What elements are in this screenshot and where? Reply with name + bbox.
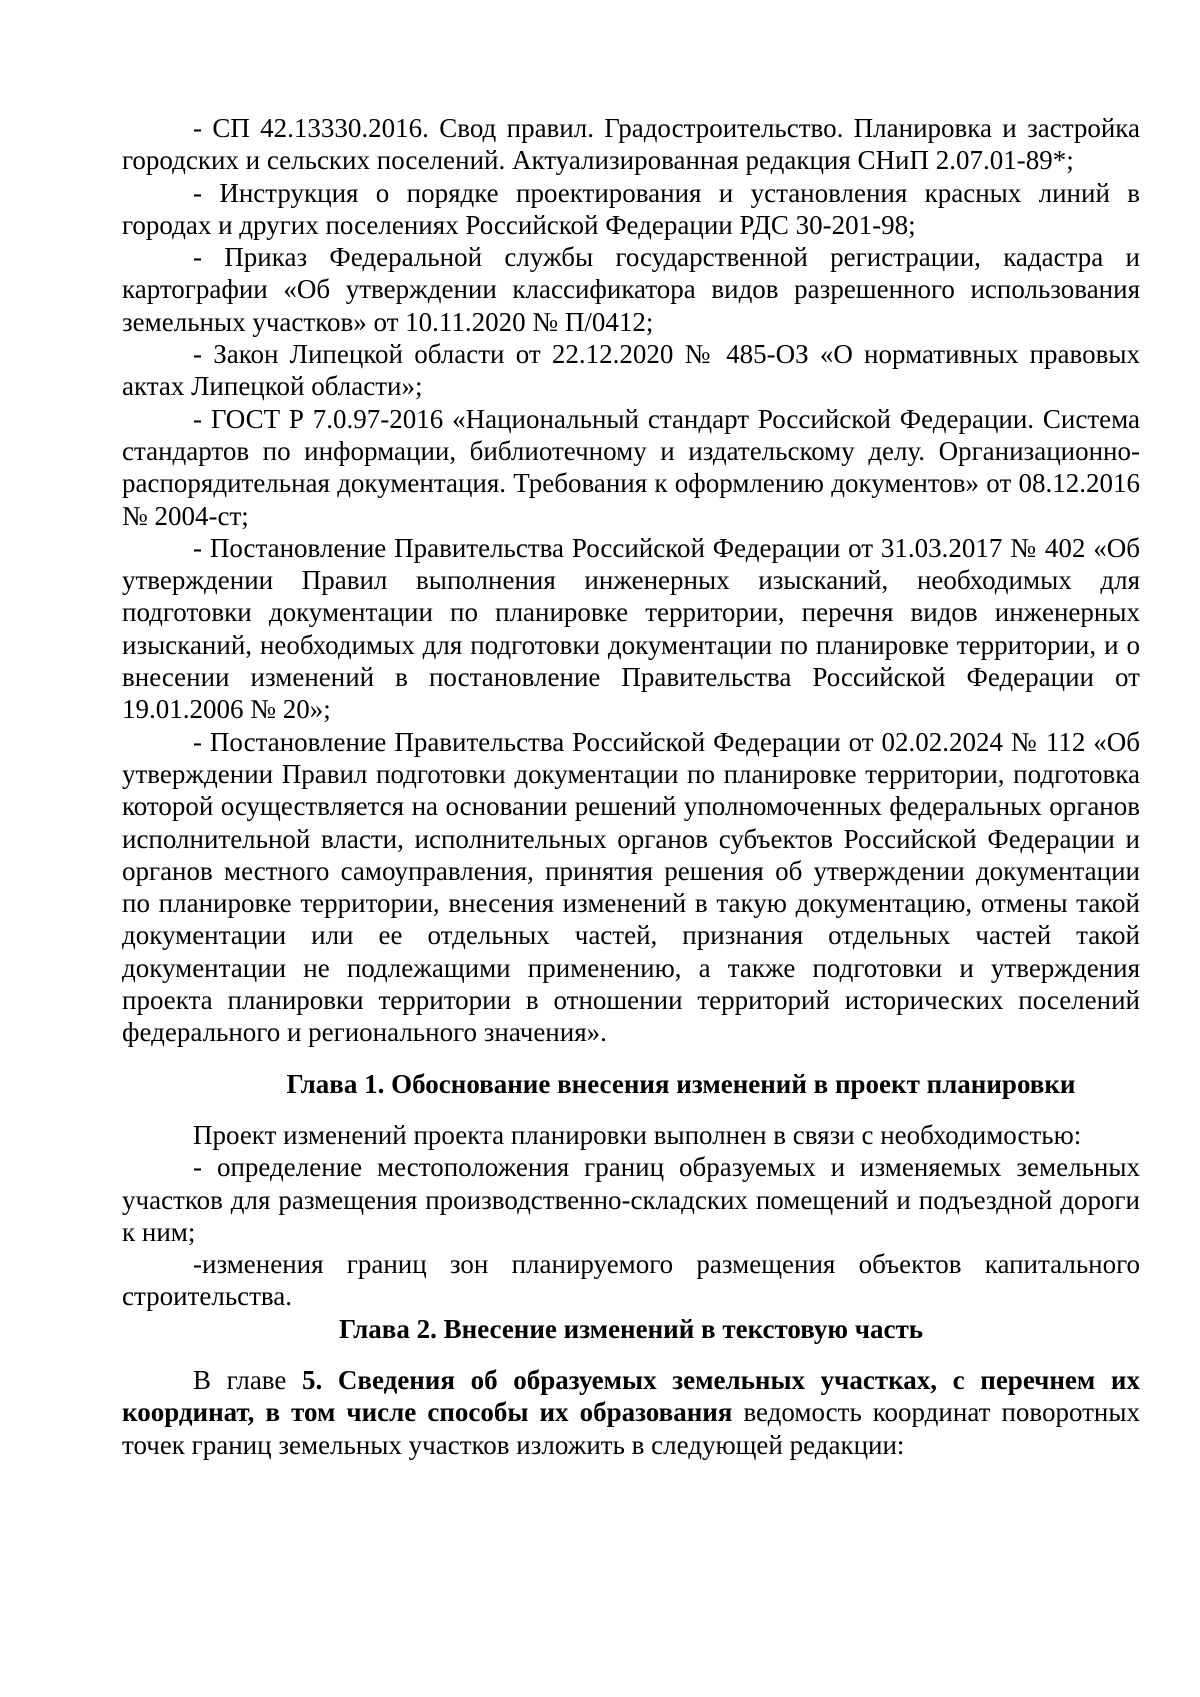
chapter-2-lead-text: В главе <box>193 1364 302 1395</box>
chapter-1-item-boundaries: - определение местоположения границ образуемых и изменяемых земельных участков для размещения производственно-складских помещений и подъездной дороги к ним; <box>122 1152 1140 1247</box>
chapter-2-section-title: 5. Сведения об образуемых земельных участках, с перечнем их координат, в том числе способы их образования <box>122 1364 1140 1428</box>
list-item-lipetsk-law: - Закон Липецкой области от 22.12.2020 № 485-ОЗ «О нормативных правовых актах Липецкой области»; <box>122 339 1140 402</box>
chapter-2-tail-text: ведомость координат поворотных точек границ земельных участков изложить в следующей редакции: <box>122 1397 1140 1460</box>
chapter-2-heading: Глава 2. Внесение изменений в текстовую часть <box>339 1313 923 1344</box>
chapter-2-paragraph <box>122 1364 1140 1461</box>
list-item-rds-instruction: - Инструкция о порядке проектирования и установления красных линий в городах и других поселениях Российской Федерации РДС 30-201-98; <box>122 177 1140 240</box>
list-item-gost: - ГОСТ Р 7.0.97-2016 «Национальный стандарт Российской Федерации. Система стандартов по информации, библиотечному и издательскому делу. Организационно-распорядительная документация. Требования к оформлению документов» от 08.12.2016 № 2004-ст; <box>122 403 1140 531</box>
chapter-1-heading: Глава 1. Обоснование внесения изменений в проект планировки <box>286 1068 1076 1099</box>
chapter-1-item-zones: -изменения границ зон планируемого размещения объектов капитального строительства. <box>122 1249 1140 1312</box>
list-item-decree-112: - Постановление Правительства Российской Федерации от 02.02.2024 № 112 «Об утверждении Правил подготовки документации по планировке территории, подготовка которой осуществляется на основании решений уполномоченных федеральных органов исполнительной власти, исполнительных органов субъектов Российской Федерации и органов местного самоуправления, принятия решения об утверждении документации по планировке территории, внесения изменений в такую документацию, отмены такой документации или ее отдельных частей, признания отдельных частей такой документации не подлежащими применению, а также подготовки и утверждения проекта планировки территории в отношении территорий исторических поселений федерального и регионального значения». <box>122 726 1140 1048</box>
document-page <box>122 112 1140 1461</box>
list-item-decree-402: - Постановление Правительства Российской Федерации от 31.03.2017 № 402 «Об утверждении Правил выполнения инженерных изысканий, необходимых для подготовки документации по планировке территории, перечня видов инженерных изысканий, необходимых для подготовки документации по планировке территории, и о внесении изменений в постановление Правительства Российской Федерации от 19.01.2006 № 20»; <box>122 532 1140 725</box>
chapter-1-intro: Проект изменений проекта планировки выполнен в связи с необходимостью: <box>193 1119 1082 1150</box>
list-item-sp-42: - СП 42.13330.2016. Свод правил. Градостроительство. Планировка и застройка городских и сельских поселений. Актуализированная редакция СНиП 2.07.01-89*; <box>122 113 1140 176</box>
list-item-rosreestr-order: - Приказ Федеральной службы государственной регистрации, кадастра и картографии «Об утверждении классификатора видов разрешенного использования земельных участков» от 10.11.2020 № П/0412; <box>122 242 1140 337</box>
